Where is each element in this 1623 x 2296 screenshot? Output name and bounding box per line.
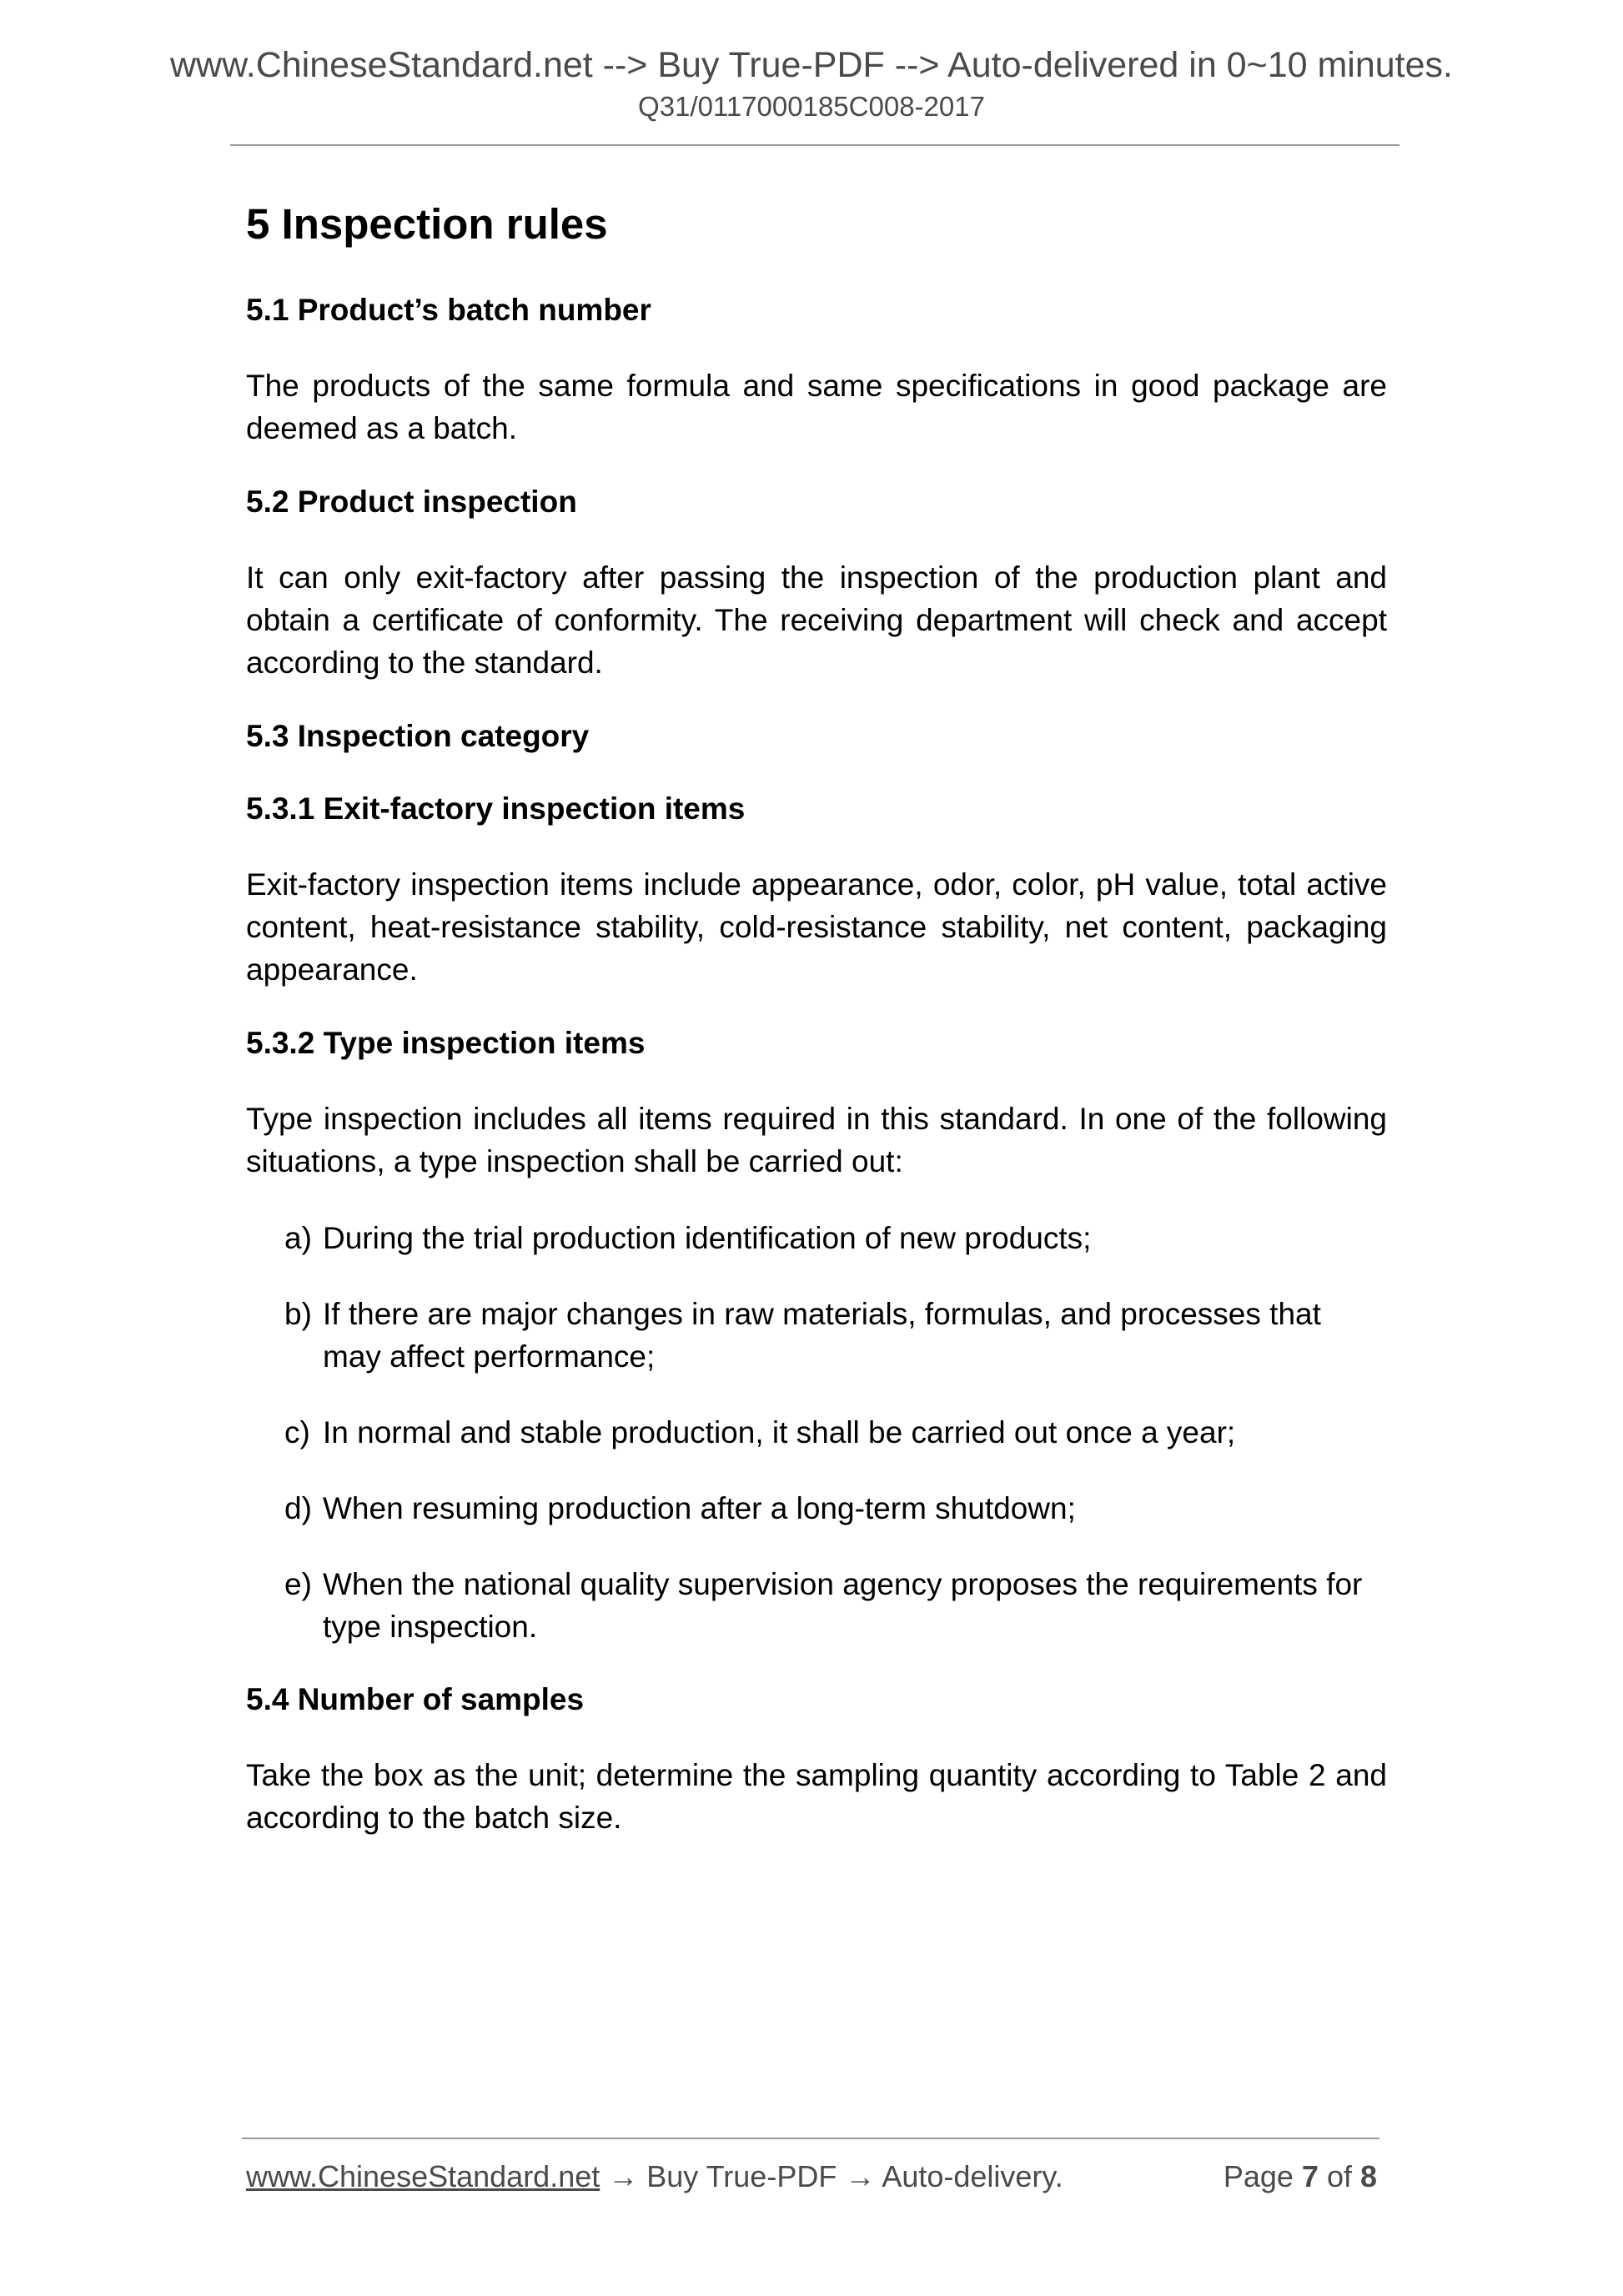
footer-left — [246, 2158, 1063, 2196]
list-marker: e) — [284, 1567, 312, 1601]
list-text: During the trial production identification of new products; — [323, 1221, 1092, 1255]
list-item — [284, 1293, 1387, 1378]
paragraph-5-1: The products of the same formula and same specifications in good package are deemed as a batch. — [246, 369, 1387, 445]
page-footer — [246, 2158, 1377, 2196]
paragraph-5-4: Take the box as the unit; determine the sampling quantity according to Table 2 and according to the batch size. — [246, 1758, 1387, 1835]
page-number — [1224, 2158, 1377, 2196]
header-banner: www.ChineseStandard.net --> Buy True-PDF --> Auto-delivered in 0~10 minutes. — [169, 45, 1453, 85]
paragraph-5-2: It can only exit-factory after passing the inspection of the production plant and obtain a certificate of conformity. The receiving department will check and accept according to the standard. — [246, 560, 1387, 680]
page-total: 8 — [1359, 2159, 1377, 2193]
heading-5-4: 5.4 Number of samples — [246, 1682, 585, 1716]
list-text: When the national quality supervision agency proposes the requirements for type inspection. — [323, 1567, 1363, 1644]
footer-divider — [242, 2138, 1379, 2139]
list-text: When resuming production after a long-term shutdown; — [323, 1491, 1076, 1525]
page-of: of — [1318, 2159, 1360, 2193]
list-marker: d) — [284, 1491, 312, 1525]
document-code: Q31/0117000185C008-2017 — [638, 91, 985, 122]
heading-5-2: 5.2 Product inspection — [246, 485, 577, 519]
page-label: Page — [1223, 2159, 1302, 2193]
page-content — [246, 197, 1387, 1873]
list-item — [284, 1563, 1387, 1648]
header-divider — [230, 144, 1399, 146]
heading-5-3: 5.3 Inspection category — [246, 719, 590, 753]
list-text: In normal and stable production, it shall be carried out once a year; — [323, 1415, 1236, 1449]
paragraph-5-3-1: Exit-factory inspection items include appearance, odor, color, pH value, total active content, heat-resistance stability, cold-resistance stability, net content, packaging appearance. — [246, 867, 1387, 987]
page-current: 7 — [1301, 2159, 1319, 2193]
type-inspection-list — [284, 1217, 1387, 1648]
footer-site-link[interactable]: www.ChineseStandard.net — [246, 2159, 600, 2193]
list-marker: a) — [284, 1221, 312, 1255]
list-text: If there are major changes in raw materials, formulas, and processes that may affect performance; — [323, 1297, 1321, 1374]
list-item — [284, 1411, 1387, 1454]
footer-tagline: → Buy True-PDF → Auto-delivery. — [600, 2159, 1063, 2193]
list-item — [284, 1217, 1387, 1259]
heading-5-3-2: 5.3.2 Type inspection items — [246, 1026, 646, 1060]
heading-5-3-1: 5.3.1 Exit-factory inspection items — [246, 791, 746, 826]
section-title: 5 Inspection rules — [246, 200, 608, 248]
list-marker: c) — [284, 1415, 310, 1449]
list-item — [284, 1487, 1387, 1530]
heading-5-1: 5.1 Product’s batch number — [246, 293, 651, 327]
list-marker: b) — [284, 1297, 312, 1331]
paragraph-5-3-2: Type inspection includes all items required in this standard. In one of the following situations, a type inspection shall be carried out: — [246, 1102, 1387, 1178]
